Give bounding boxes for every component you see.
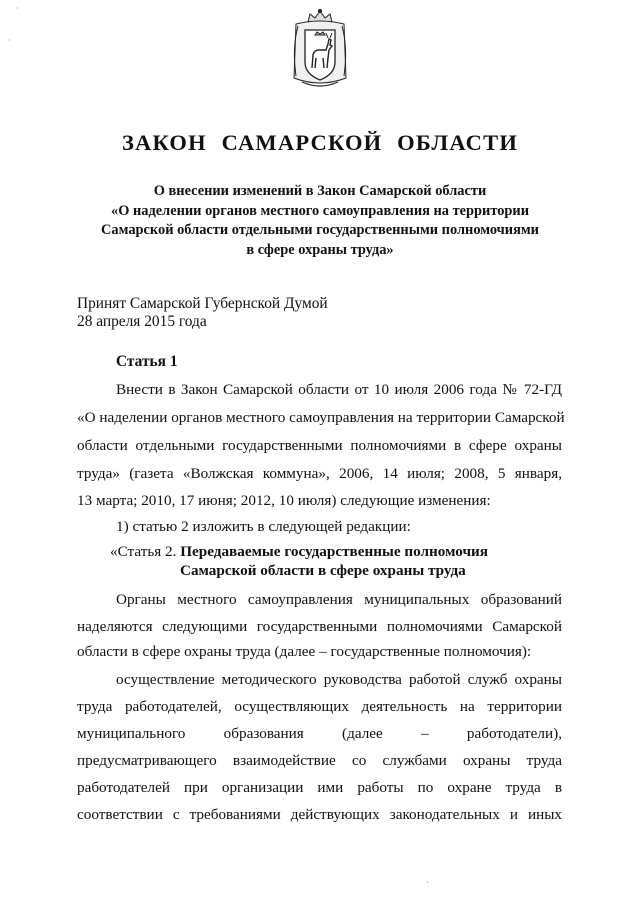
- body-line: труда» (газета «Волжская коммуна», 2006, 14 июля; 2008, 5 января,: [77, 465, 562, 482]
- article-2-title-line2: Самарской области в сфере охраны труда: [180, 562, 466, 579]
- subtitle-line: «О наделении органов местного самоуправления на территории: [111, 202, 529, 219]
- coat-of-arms-icon: [288, 8, 352, 90]
- subtitle-line: О внесении изменений в Закон Самарской области: [153, 183, 487, 199]
- body-line: труда работодателей, осуществляющих деятельность на территории: [77, 698, 562, 715]
- body-line: области отдельными государственными полномочиями в сфере охраны: [77, 437, 562, 454]
- body-line: наделяются следующими государственными полномочиями Самарской: [77, 618, 562, 635]
- adoption-info: [77, 295, 328, 331]
- body-line: 13 марта; 2010, 17 июня; 2012, 10 июля) следующие изменения:: [77, 492, 491, 509]
- law-subtitle: [60, 182, 580, 260]
- subtitle-line: Самарской области отдельными государственными полномочиями: [101, 222, 539, 238]
- body-line: осуществление методического руководства работой служб охраны: [116, 671, 562, 688]
- adopted-by: Принят Самарской Губернской Думой: [77, 295, 328, 312]
- article-2-prefix: «Статья 2.: [110, 543, 181, 560]
- scan-speck: ·: [8, 36, 11, 45]
- body-line: «О наделении органов местного самоуправления на территории Самарской: [77, 409, 565, 426]
- body-line: Внести в Закон Самарской области от 10 июля 2006 года № 72-ГД: [116, 381, 562, 398]
- adopted-date: 28 апреля 2015 года: [77, 313, 207, 330]
- amendment-item-1: 1) статью 2 изложить в следующей редакции:: [116, 518, 411, 535]
- body-line: соответствии с требованиями действующих законодательных и иных: [77, 806, 562, 823]
- article-2-heading: [110, 543, 488, 561]
- body-line: муниципального образования (далее – работодатели),: [77, 725, 562, 742]
- article-2-title: Передаваемые государственные полномочия: [180, 543, 488, 560]
- scan-speck: ·: [426, 878, 429, 887]
- scan-speck: ·: [16, 4, 19, 13]
- body-line: работодателей при организации ими работы по охране труда в: [77, 779, 562, 796]
- body-line: области в сфере охраны труда (далее – государственные полномочия):: [77, 643, 532, 660]
- subtitle-line: в сфере охраны труда»: [246, 241, 394, 258]
- body-line: Органы местного самоуправления муниципальных образований: [116, 591, 562, 608]
- law-title: ЗАКОН САМАРСКОЙ ОБЛАСТИ: [121, 130, 519, 155]
- article-1-heading: Статья 1: [116, 353, 178, 370]
- body-line: предусматривающего взаимодействие со службами охраны труда: [77, 752, 562, 769]
